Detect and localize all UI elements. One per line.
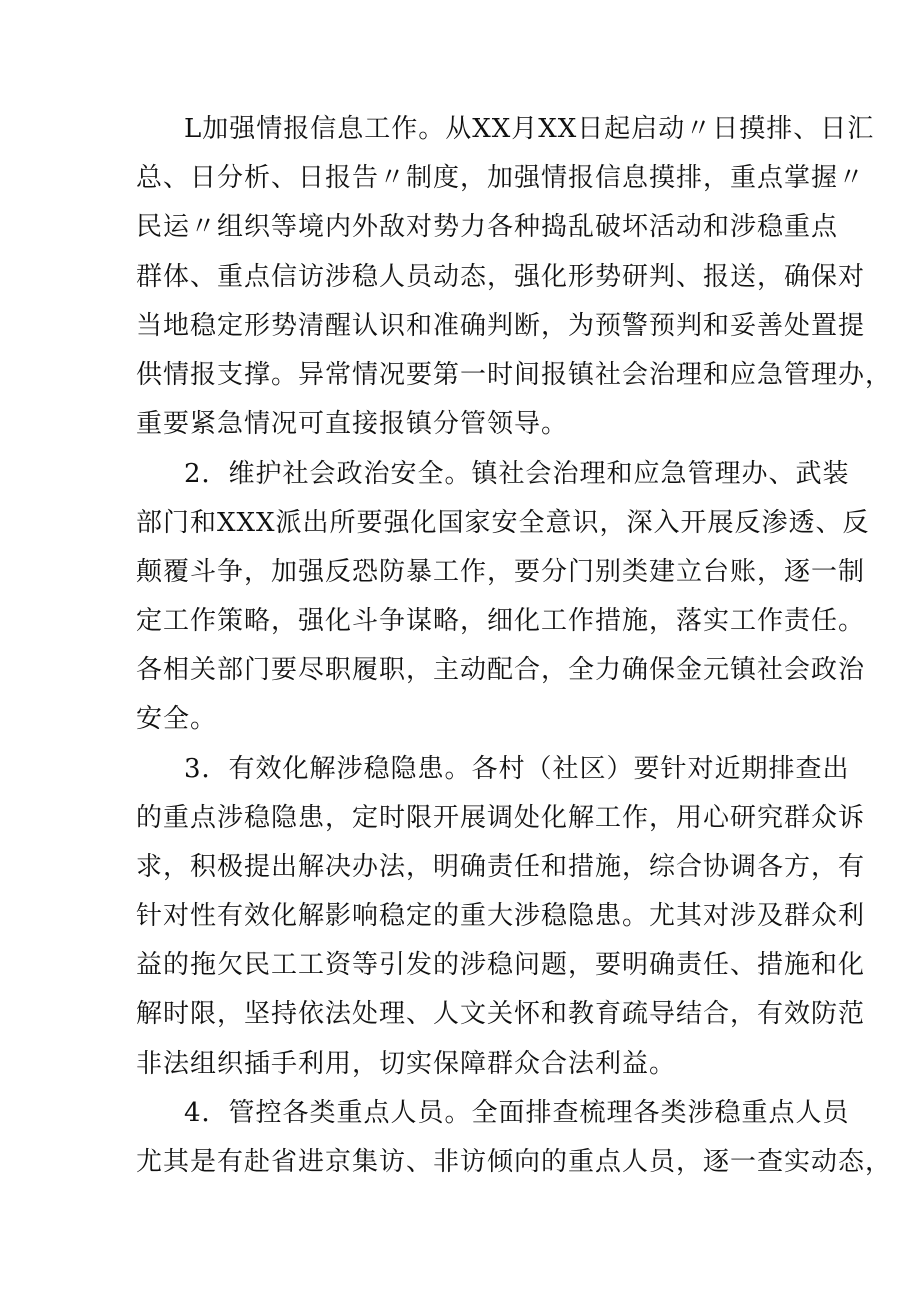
paragraph-3-line-4: 针对性有效化解影响稳定的重大涉稳隐患。尤其对涉及群众利 bbox=[136, 901, 866, 931]
paragraph-2-line-1: 2．维护社会政治安全。镇社会治理和应急管理办、武装 bbox=[184, 459, 850, 489]
paragraph-4-line-1: 4．管控各类重点人员。全面排查梳理各类涉稳重点人员 bbox=[184, 1098, 850, 1128]
paragraph-2-line-4: 定工作策略，强化斗争谋略，细化工作措施，落实工作责任。 bbox=[136, 606, 866, 636]
paragraph-4-line-2: 尤其是有赴省进京集访、非访倾向的重点人员，逐一查实动态， bbox=[136, 1147, 893, 1177]
paragraph-3-line-5: 益的拖欠民工工资等引发的涉稳问题，要明确责任、措施和化 bbox=[136, 950, 866, 980]
paragraph-3-line-7: 非法组织插手利用，切实保障群众合法利益。 bbox=[136, 1049, 677, 1079]
paragraph-2-line-6: 安全。 bbox=[136, 704, 218, 734]
paragraph-3-line-6: 解时限，坚持依法处理、人文关怀和教育疏导结合，有效防范 bbox=[136, 999, 866, 1029]
paragraph-3-line-1: 3．有效化解涉稳隐患。各村（社区）要针对近期排查出 bbox=[184, 754, 850, 784]
paragraph-2-line-2: 部门和XXX派出所要强化国家安全意识，深入开展反渗透、反 bbox=[136, 508, 870, 538]
paragraph-3-line-3: 求，积极提出解决办法，明确责任和措施，综合协调各方，有 bbox=[136, 852, 866, 882]
paragraph-1-line-7: 重要紧急情况可直接报镇分管领导。 bbox=[136, 409, 569, 439]
paragraph-1-line-6: 供情报支撑。异常情况要第一时间报镇社会治理和应急管理办， bbox=[136, 360, 893, 390]
paragraph-1-line-2: 总、日分析、日报告〃制度，加强情报信息摸排，重点掌握〃 bbox=[136, 163, 866, 193]
paragraph-1-line-3: 民运〃组织等境内外敌对势力各种捣乱破坏活动和涉稳重点 bbox=[136, 212, 839, 242]
paragraph-1-line-4: 群体、重点信访涉稳人员动态，强化形势研判、报送，确保对 bbox=[136, 262, 866, 292]
paragraph-3-line-2: 的重点涉稳隐患，定时限开展调处化解工作，用心研究群众诉 bbox=[136, 803, 866, 833]
paragraph-2-line-5: 各相关部门要尽职履职，主动配合，全力确保金元镇社会政治 bbox=[136, 655, 866, 685]
paragraph-2-line-3: 颠覆斗争，加强反恐防暴工作，要分门别类建立台账，逐一制 bbox=[136, 557, 866, 587]
paragraph-1-line-5: 当地稳定形势清醒认识和准确判断，为预警预判和妥善处置提 bbox=[136, 311, 866, 341]
paragraph-1-line-1: L加强情报信息工作。从XX月XX日起启动〃日摸排、日汇 bbox=[184, 114, 875, 144]
